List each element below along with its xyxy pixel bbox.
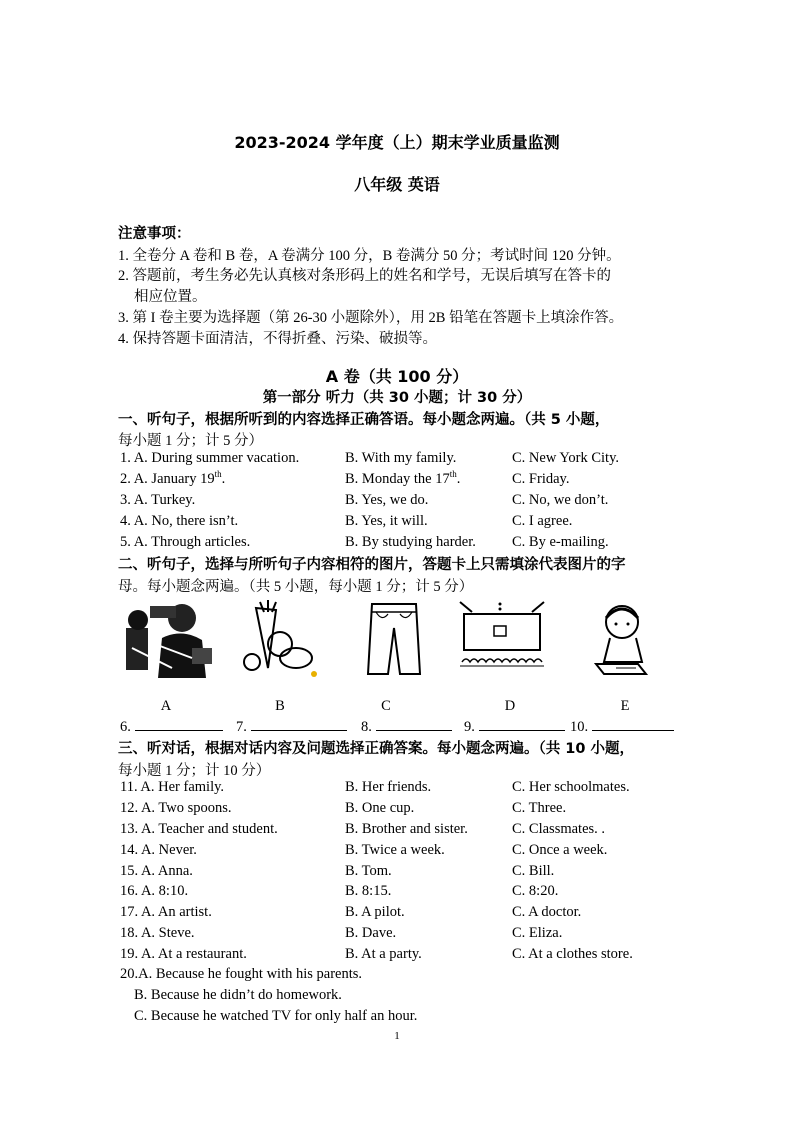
vegetables-picture — [236, 598, 328, 680]
option-c: C. Three. — [512, 800, 567, 816]
option-b: B. With my family. — [345, 450, 457, 466]
option-b: B. Yes, we do. — [345, 492, 429, 508]
note-item: 相应位置。 — [134, 289, 207, 305]
note-item: 4. 保持答题卡面清洁，不得折叠、污染、破损等。 — [118, 331, 437, 347]
option-c: C. New York City. — [512, 450, 620, 466]
option-c: C. Friday. — [512, 471, 570, 487]
option-b: B. Her friends. — [345, 779, 432, 795]
girl-writing-picture — [580, 598, 672, 680]
option-b: B. Monday the 17th. — [345, 469, 461, 487]
answer-blank[interactable]: 9. — [464, 718, 565, 736]
option-a: 13. A. Teacher and student. — [120, 821, 278, 837]
exam-title: 2023-2024 学年度（上）期末学业质量监测 — [234, 133, 560, 152]
option-c: C. 8:20. — [512, 883, 559, 899]
answer-blank[interactable]: 6. — [120, 718, 223, 736]
option-a: 1. A. During summer vacation. — [120, 450, 300, 466]
option-c: C. At a clothes store. — [512, 946, 633, 962]
section3-instruction-cont: 每小题 1 分；计 10 分） — [118, 763, 271, 779]
option-b: B. One cup. — [345, 800, 415, 816]
trousers-picture — [348, 598, 440, 680]
exam-subtitle: 八年级 英语 — [354, 175, 440, 194]
option-b: B. Tom. — [345, 863, 392, 879]
picture-label: E — [620, 698, 630, 714]
section3-instruction: 三、听对话，根据对话内容及问题选择正确答案。每小题念两遍。（共 10 小题， — [118, 741, 635, 757]
option-a: 17. A. An artist. — [120, 904, 212, 920]
option-b: B. Twice a week. — [345, 842, 445, 858]
page-number: 1 — [394, 1030, 400, 1042]
option-a: 16. A. 8:10. — [120, 883, 189, 899]
option-a: 12. A. Two spoons. — [120, 800, 232, 816]
option-a: 20.A. Because he fought with his parents. — [120, 966, 363, 982]
option-b: B. Brother and sister. — [345, 821, 468, 837]
notes-heading: 注意事项： — [118, 226, 191, 242]
picture-label: A — [160, 698, 172, 714]
option-a: 4. A. No, there isn’t. — [120, 513, 239, 529]
option-c: C. Her schoolmates. — [512, 779, 630, 795]
option-a: 18. A. Steve. — [120, 925, 195, 941]
note-item: 1. 全卷分 A 卷和 B 卷，A 卷满分 100 分，B 卷满分 50 分；考试时间 120 分钟。 — [118, 248, 621, 264]
option-a: 19. A. At a restaurant. — [120, 946, 247, 962]
option-b: B. By studying harder. — [345, 534, 476, 550]
option-b: B. Yes, it will. — [345, 513, 428, 529]
answer-blank[interactable]: 7. — [236, 718, 347, 736]
option-a: 11. A. Her family. — [120, 779, 225, 795]
option-c: C. No, we don’t. — [512, 492, 609, 508]
answer-blank[interactable]: 10. — [570, 718, 674, 736]
answer-blank[interactable]: 8. — [361, 718, 452, 736]
option-c: C. By e-mailing. — [512, 534, 609, 550]
part-a-title: A 卷（共 100 分） — [325, 367, 469, 386]
note-item: 3. 第 I 卷主要为选择题（第 26-30 小题除外），用 2B 铅笔在答题卡上填涂作答。 — [118, 310, 624, 326]
option-b: B. Dave. — [345, 925, 397, 941]
option-b: B. At a party. — [345, 946, 422, 962]
option-a: 14. A. Never. — [120, 842, 197, 858]
option-c: C. Bill. — [512, 863, 555, 879]
section1-instruction-cont: 每小题 1 分；计 5 分） — [118, 433, 263, 449]
option-b: B. Because he didn’t do homework. — [134, 987, 342, 1003]
part1-title: 第一部分 听力（共 30 小题；计 30 分） — [262, 390, 532, 406]
option-a: 2. A. January 19th. — [120, 469, 226, 487]
cinema-screen-picture — [456, 598, 548, 680]
option-c: C. I agree. — [512, 513, 573, 529]
option-c: C. A doctor. — [512, 904, 582, 920]
option-a: 5. A. Through articles. — [120, 534, 251, 550]
option-c: C. Once a week. — [512, 842, 608, 858]
picture-label: B — [275, 698, 285, 714]
option-a: 15. A. Anna. — [120, 863, 193, 879]
section2-instruction: 二、听句子，选择与所听句子内容相符的图片，答题卡上只需填涂代表图片的字 — [118, 557, 626, 573]
option-c: C. Eliza. — [512, 925, 563, 941]
option-a: 3. A. Turkey. — [120, 492, 196, 508]
option-b: B. A pilot. — [345, 904, 405, 920]
option-c: C. Because he watched TV for only half an hour. — [134, 1008, 418, 1024]
option-c: C. Classmates. . — [512, 821, 606, 837]
picture-label: D — [504, 698, 516, 714]
people-watching-tv-picture — [122, 598, 214, 680]
note-item: 2. 答题前，考生务必先认真核对条形码上的姓名和学号，无误后填写在答卡的 — [118, 268, 611, 284]
section2-instruction-cont: 母。每小题念两遍。（共 5 小题，每小题 1 分；计 5 分） — [118, 579, 474, 595]
option-b: B. 8:15. — [345, 883, 392, 899]
picture-label: C — [381, 698, 391, 714]
section1-instruction: 一、听句子，根据所听到的内容选择正确答语。每小题念两遍。（共 5 小题， — [118, 412, 610, 428]
